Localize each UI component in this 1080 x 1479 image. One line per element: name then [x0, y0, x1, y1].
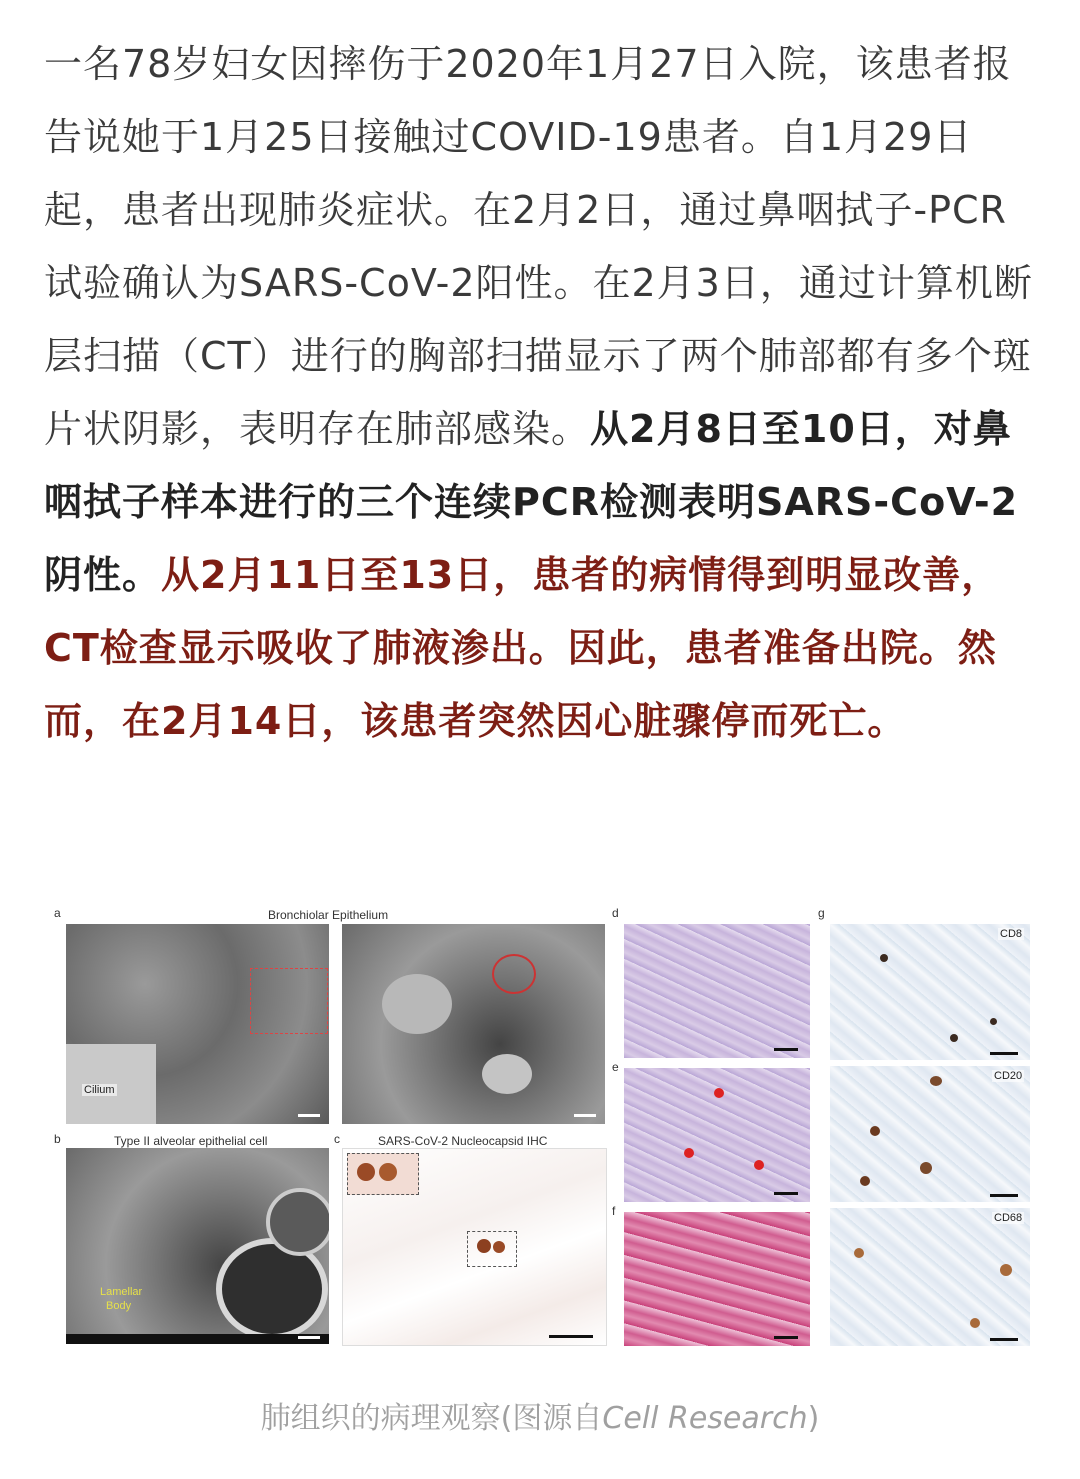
label-cd8: CD8 — [1000, 928, 1023, 940]
label-lamellar: Lamellar — [100, 1286, 143, 1298]
he-image-f — [624, 1212, 810, 1346]
panel-label-c: c — [334, 1132, 340, 1146]
paragraph-normal: 一名78岁妇女因摔伤于2020年1月27日入院，该患者报告说她于1月25日接触过COVID-19患者。自1月29日起，患者出现肺炎症状。在2月2日，通过鼻咽拭子-PCR试验确认为SARS-CoV-2阳性。在2月3日，通过计算机断层扫描（CT）进行的胸部扫描显示了两个肺部都有多个斑片状阴影，表明存在肺部感染。 — [44, 42, 1033, 451]
he-image-d — [624, 924, 810, 1058]
panel-title-a: Bronchiolar Epithelium — [268, 908, 389, 922]
scale-bar — [990, 1052, 1018, 1055]
figure-caption — [0, 1393, 1080, 1437]
scale-bar — [298, 1114, 320, 1117]
paragraph-red: 从2月11日至13日，患者的病情得到明显改善，CT检查显示吸收了肺液渗出。因此，患者准备出院。然而，在2月14日，该患者突然因心脏骤停而死亡。 — [44, 553, 1001, 743]
panel-title-b: Type II alveolar epithelial cell — [114, 1134, 268, 1148]
pathology-figure — [52, 902, 1038, 1350]
em-image-zoom — [342, 924, 605, 1124]
caption-suffix: ) — [807, 1401, 820, 1436]
label-cilium: Cilium — [84, 1084, 115, 1096]
ihc-image-cd68 — [830, 1208, 1030, 1346]
scale-bar — [549, 1335, 593, 1338]
label-body: Body — [106, 1300, 132, 1312]
scale-bar — [774, 1192, 798, 1195]
panel-label-g: g — [818, 906, 825, 920]
scale-bar — [774, 1048, 798, 1051]
scale-bar — [990, 1338, 1018, 1341]
panel-label-a: a — [54, 906, 61, 920]
panel-title-c: SARS-CoV-2 Nucleocapsid IHC — [378, 1134, 548, 1148]
ihc-image-cd8 — [830, 924, 1030, 1060]
panel-label-e: e — [612, 1060, 619, 1074]
label-cd68: CD68 — [994, 1212, 1023, 1224]
scale-bar — [990, 1194, 1018, 1197]
scale-bar — [774, 1336, 798, 1339]
ihc-image-cd20 — [830, 1066, 1030, 1202]
paragraph-bold: 从2月8日至10日，对鼻咽拭子样本进行的三个连续PCR检测表明SARS-CoV-2阴性。 — [44, 407, 1019, 597]
article-body — [44, 28, 1040, 758]
scale-bar — [298, 1336, 320, 1339]
em-image-bronchiolar — [66, 924, 329, 1124]
label-cd20: CD20 — [994, 1070, 1023, 1082]
panel-label-f: f — [612, 1204, 616, 1218]
em-image-type2-cell — [66, 1148, 329, 1344]
caption-source: Cell Research — [602, 1401, 808, 1436]
scale-bar — [574, 1114, 596, 1117]
caption-prefix: 肺组织的病理观察(图源自 — [260, 1401, 603, 1436]
panel-label-b: b — [54, 1132, 61, 1146]
panel-label-d: d — [612, 906, 619, 920]
he-image-e — [624, 1068, 810, 1202]
ihc-image-nucleocapsid — [342, 1148, 607, 1346]
